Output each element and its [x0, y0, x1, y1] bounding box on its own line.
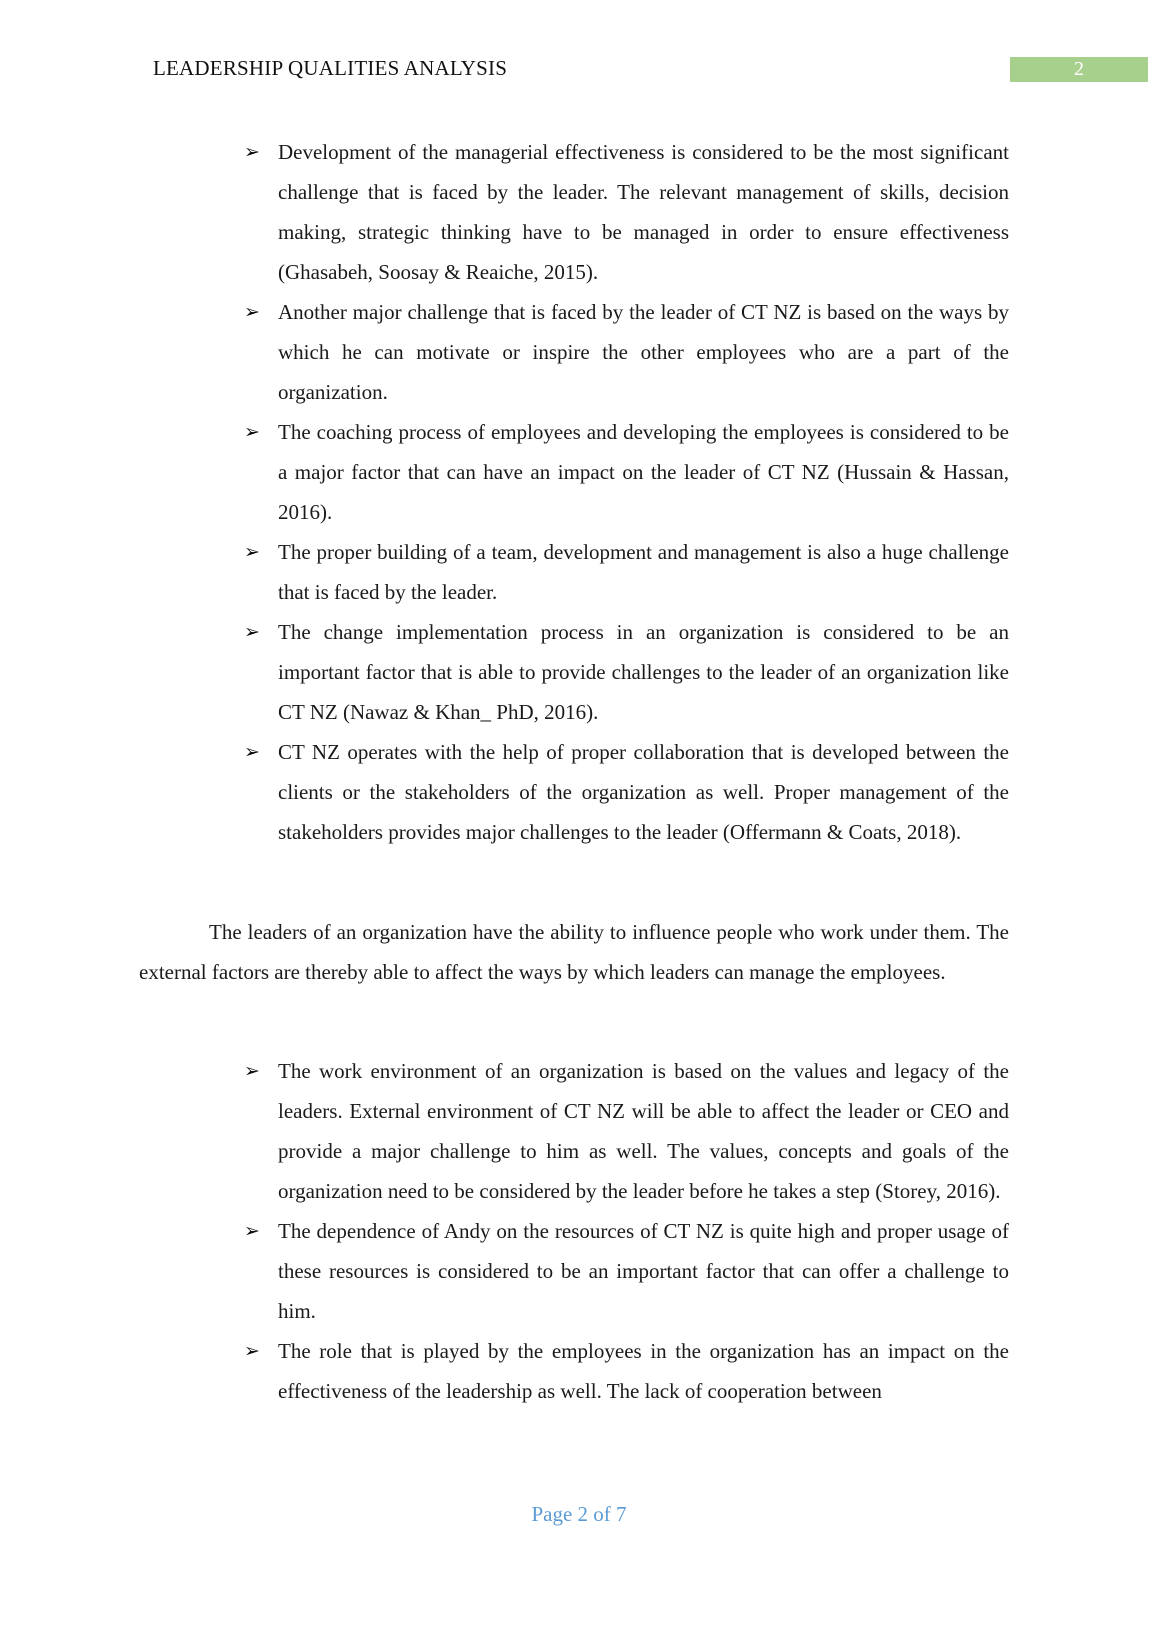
arrow-bullet-icon: ➢ [244, 141, 260, 163]
arrow-bullet-icon: ➢ [244, 621, 260, 643]
arrow-bullet-icon: ➢ [244, 1060, 260, 1082]
external-factors-bullet-list [244, 1051, 1009, 1411]
list-item [244, 132, 1009, 292]
list-item-text: Development of the managerial effectiveness is considered to be the most significant challenge that is faced by the leader. The relevant management of skills, decision making, strategic thinking have to be managed in order to ensure effectiveness (Ghasabeh, Soosay & Reaiche, 2015). [278, 140, 1009, 284]
arrow-bullet-icon: ➢ [244, 541, 260, 563]
arrow-bullet-icon: ➢ [244, 421, 260, 443]
list-item-text: The proper building of a team, development and management is also a huge challenge that is faced by the leader. [278, 540, 1009, 604]
list-item-text: The work environment of an organization is based on the values and legacy of the leaders. External environment of CT NZ will be able to affect the leader or CEO and provide a major challenge to him as well. The values, concepts and goals of the organization need to be considered by the leader before he takes a step (Storey, 2016). [278, 1059, 1009, 1203]
list-item-text: The coaching process of employees and developing the employees is considered to be a major factor that can have an impact on the leader of CT NZ (Hussain & Hassan, 2016). [278, 420, 1009, 524]
page-footer: Page 2 of 7 [531, 1502, 627, 1526]
list-item-text: Another major challenge that is faced by the leader of CT NZ is based on the ways by which he can motivate or inspire the other employees who are a part of the organization. [278, 300, 1009, 404]
list-item [244, 1051, 1009, 1211]
list-item [244, 412, 1009, 532]
list-item [244, 732, 1009, 852]
list-item-text: The dependence of Andy on the resources of CT NZ is quite high and proper usage of these resources is considered to be an important factor that can offer a challenge to him. [278, 1219, 1009, 1323]
arrow-bullet-icon: ➢ [244, 301, 260, 323]
challenge-bullet-list [244, 132, 1009, 852]
arrow-bullet-icon: ➢ [244, 741, 260, 763]
list-item [244, 292, 1009, 412]
arrow-bullet-icon: ➢ [244, 1340, 260, 1362]
header-page-number: 2 [1010, 57, 1148, 82]
list-item-text: The change implementation process in an organization is considered to be an important factor that is able to provide challenges to the leader of an organization like CT NZ (Nawaz & Khan_ PhD, 2016). [278, 620, 1009, 724]
list-item [244, 532, 1009, 612]
header-title: LEADERSHIP QUALITIES ANALYSIS [153, 56, 508, 80]
list-item [244, 1331, 1009, 1411]
list-item [244, 612, 1009, 732]
body-paragraph: The leaders of an organization have the ability to influence people who work under them. The external factors are thereby able to affect the ways by which leaders can manage the employees. [139, 920, 1009, 984]
list-item-text: CT NZ operates with the help of proper collaboration that is developed between the clients or the stakeholders of the organization as well. Proper management of the stakeholders provides major challenges to the leader (Offermann & Coats, 2018). [278, 740, 1009, 844]
list-item [244, 1211, 1009, 1331]
list-item-text: The role that is played by the employees in the organization has an impact on the effectiveness of the leadership as well. The lack of cooperation between [278, 1339, 1009, 1403]
arrow-bullet-icon: ➢ [244, 1220, 260, 1242]
